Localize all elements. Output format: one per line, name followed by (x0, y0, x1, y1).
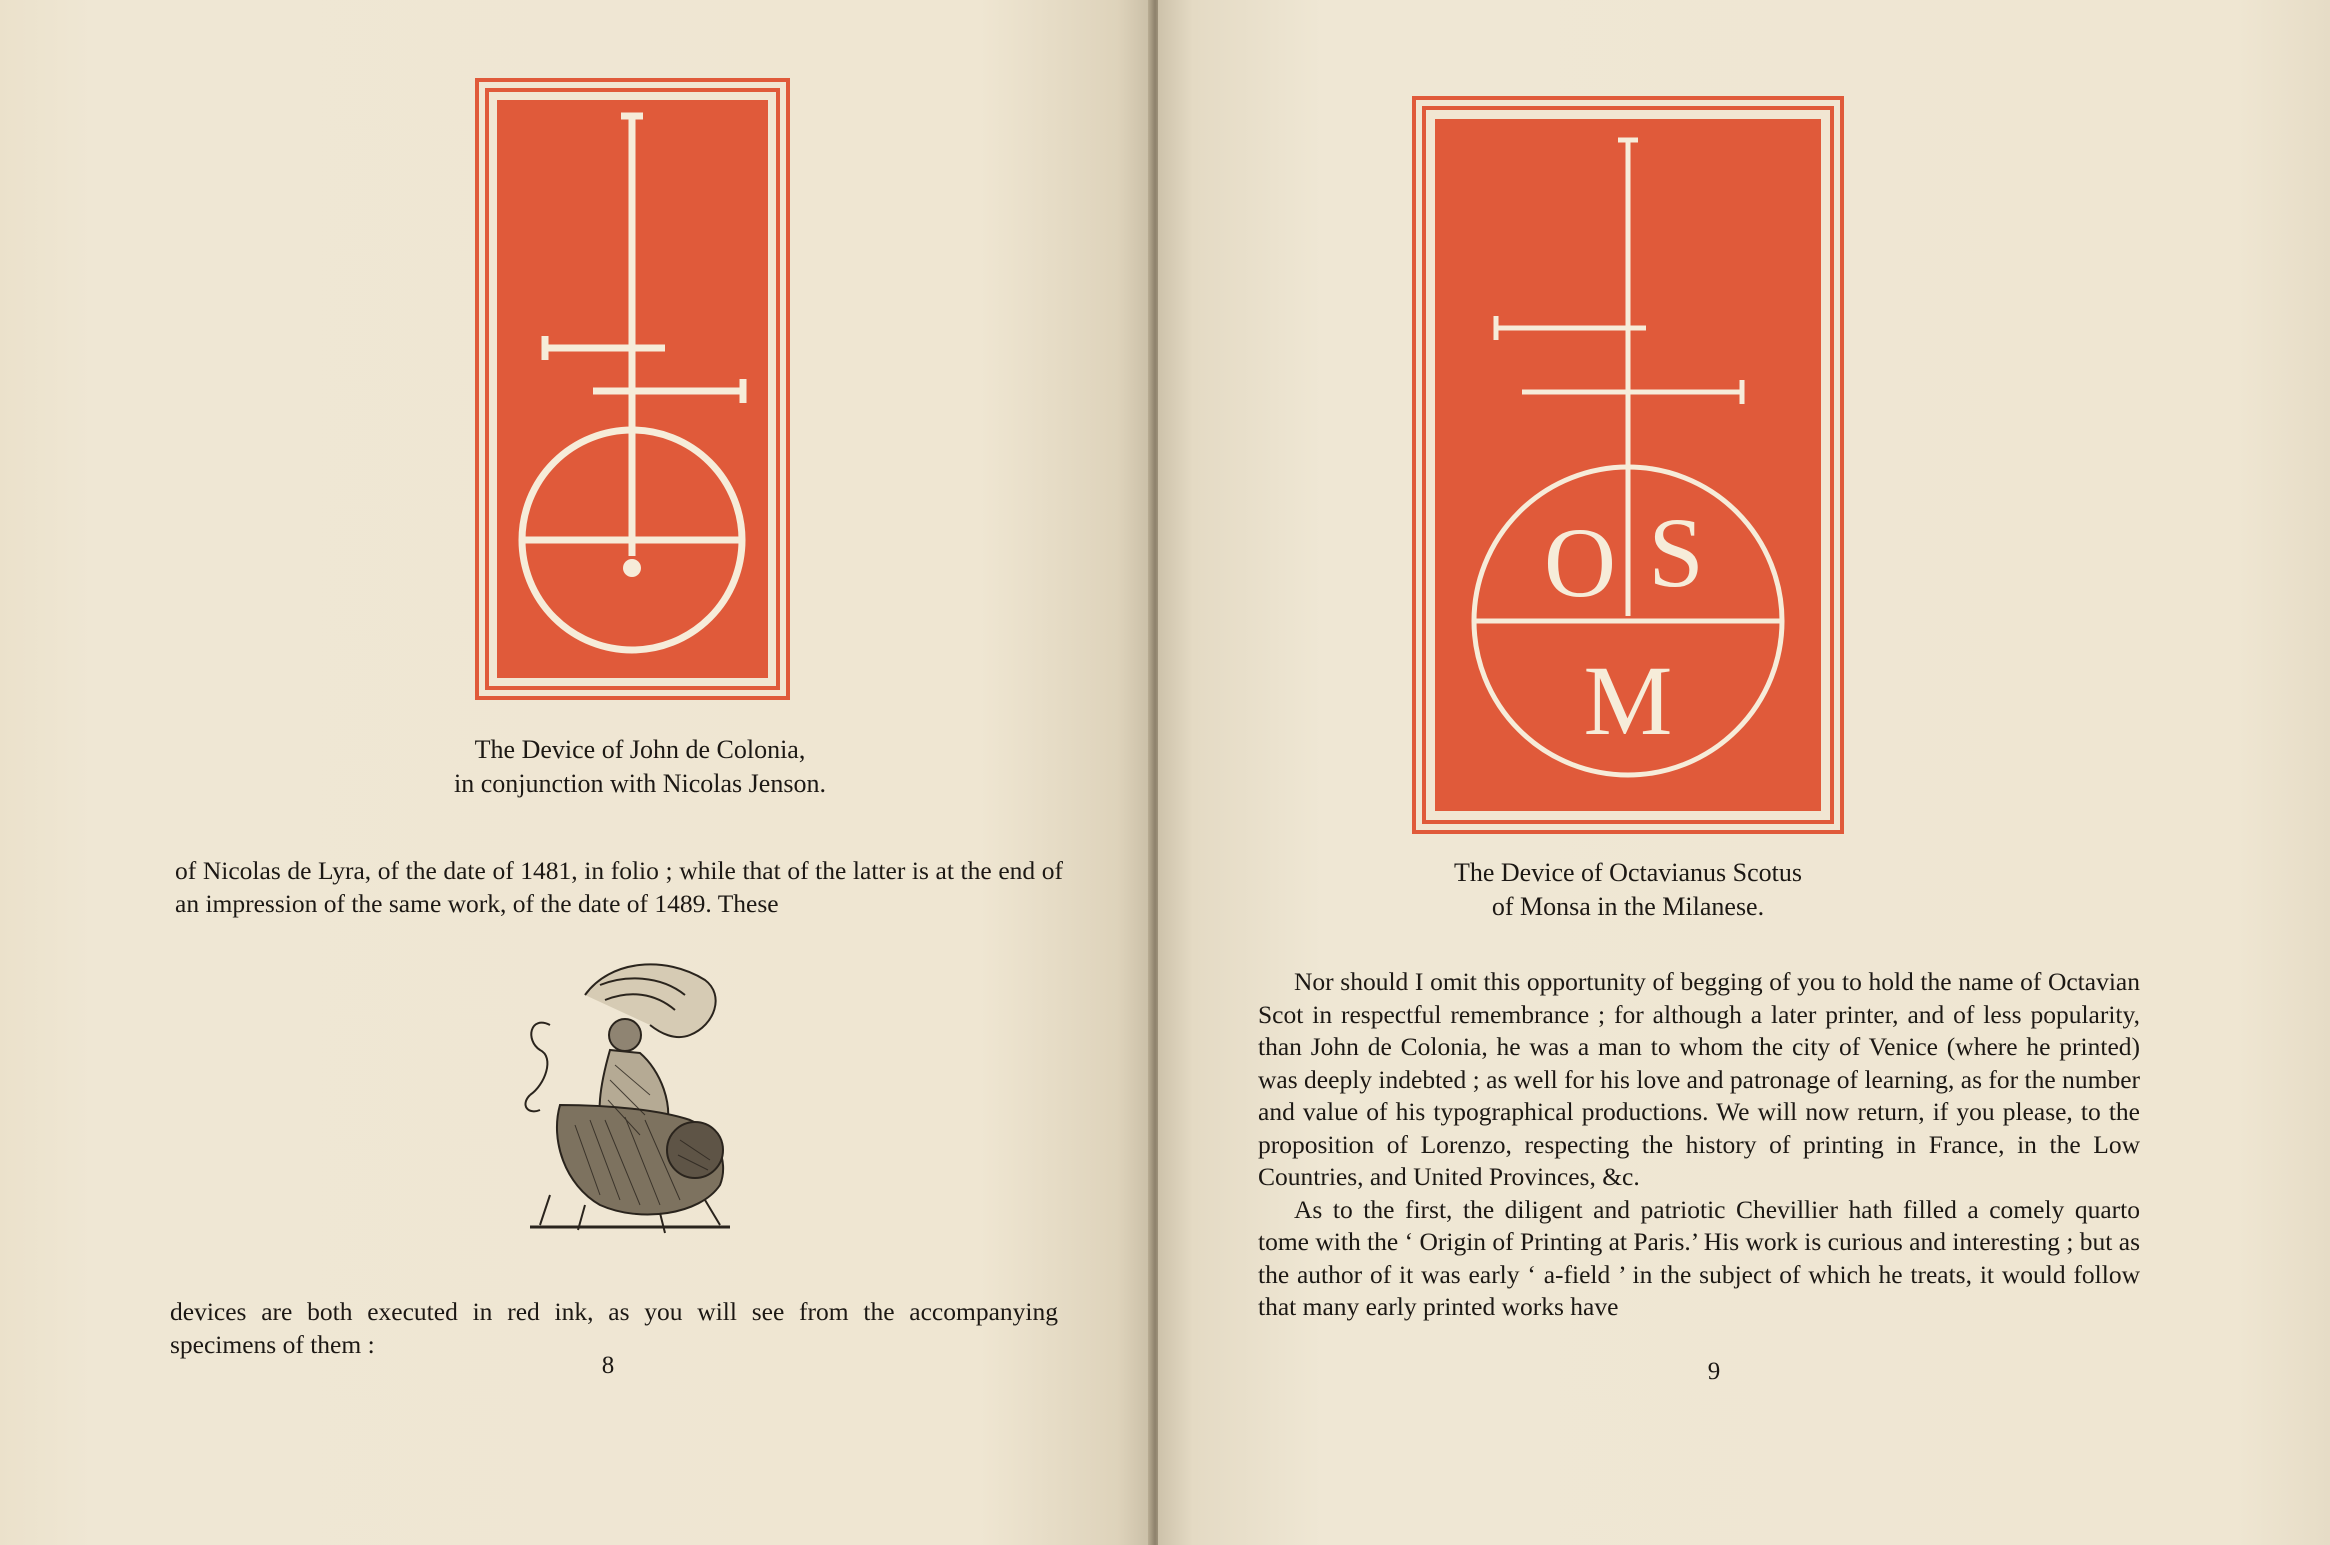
right-caption-line-2: of Monsa in the Milanese. (1491, 892, 1765, 921)
left-page (0, 0, 1152, 1545)
left-page-number: 8 (601, 1352, 615, 1379)
right-caption-line-1: The Device of Octavianus Scotus (1453, 858, 1802, 887)
device-letter-o: O (1543, 507, 1617, 618)
scotus-device (1412, 96, 1844, 834)
left-caption-line-1: The Device of John de Colonia, (474, 735, 806, 764)
right-paragraph-1: Nor should I omit this opportunity of begging of you to hold the name of Octavian Scot in respectful remembrance ; for although a later printer, and of less popularity, than John de Colonia, he was a man to whom the city of Venice (where he printed) was deeply indebted ; as well for his love and patronage of learning, as for the number and value of his typographical productions. We will now return, if you please, to the proposition of Lorenzo, respecting the history of printing in France, in the Low Countries, and United Provinces, &c. (1258, 967, 2140, 1191)
right-body-text (1258, 966, 2140, 1324)
left-paragraph-top-text: of Nicolas de Lyra, of the date of 1481, in folio ; while that of the latter is at the end of an impression of the same work, of the date of 1489. These (175, 856, 1063, 918)
right-page (1158, 0, 2330, 1545)
lion-woodcut-illustration (490, 955, 740, 1235)
right-paragraph-2: As to the first, the diligent and patriotic Chevillier hath filled a comely quarto tome with the ‘ Origin of Printing at Paris.’ His work is curious and interesting ; but as the author of it was early ‘ a-field ’ in the subject of which he treats, it would follow that many early printed works have (1258, 1194, 2140, 1321)
left-caption-line-2: in conjunction with Nicolas Jenson. (454, 769, 826, 798)
colonia-jenson-device (475, 78, 790, 700)
device-letter-s: S (1648, 497, 1704, 608)
left-paragraph-top (175, 855, 1063, 920)
device-letter-m: M (1583, 645, 1673, 756)
right-caption (1328, 856, 1928, 924)
left-paragraph-bottom-text: devices are both executed in red ink, as you will see from the accompanying specimens of them : (170, 1297, 1058, 1359)
left-caption (340, 733, 940, 801)
right-page-number: 9 (1707, 1358, 1721, 1385)
